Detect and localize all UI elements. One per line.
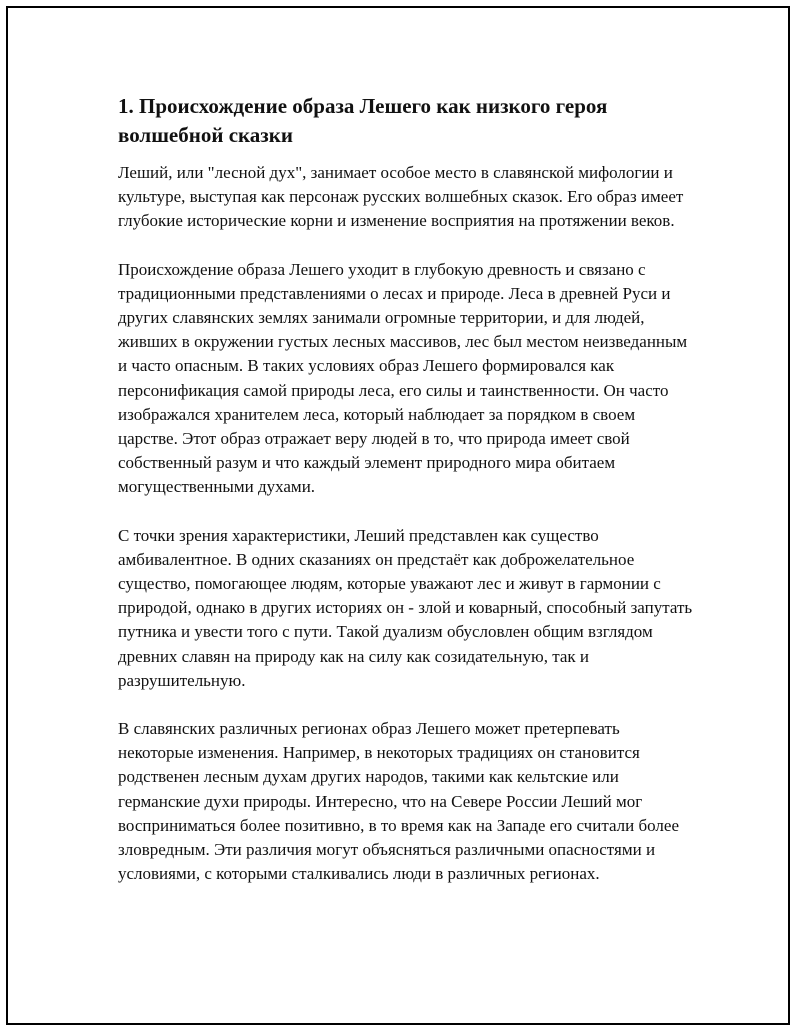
paragraph-regions: В славянских различных регионах образ Лешего может претерпевать некоторые изменения. Например, в некоторых традициях он становится родственен лесным духам других народов, такими как кельтские или германские духи природы. Интересно, что на Севере России Леший мог восприниматься более позитивно, в то время как на Западе его считали более зловредным. Эти различия могут объясняться различными опасностями и условиями, с которыми сталкивались люди в различных регионах. [118, 719, 679, 884]
paragraph-characteristics: С точки зрения характеристики, Леший представлен как существо амбивалентное. В одних сказаниях он предстаёт как доброжелательное существо, помогающее людям, которые уважают лес и живут в гармонии с природой, однако в других историях он - злой и коварный, способный запутать путника и увести того с пути. Такой дуализм обусловлен общим взглядом древних славян на природу как на силу как созидательную, так и разрушительную. [118, 525, 693, 690]
document-body [118, 92, 693, 910]
section-heading: 1. Происхождение образа Лешего как низкого героя волшебной сказки [118, 94, 608, 147]
paragraph-origin: Происхождение образа Лешего уходит в глубокую древность и связано с традиционными представлениями о лесах и природе. Леса в древней Руси и других славянских землях занимали огромные территории, и для людей, живших в окружении густых лесных массивов, лес был местом неизведанным и часто опасным. В таких условиях образ Лешего формировался как персонификация самой природы леса, его силы и таинственности. Он часто изображался хранителем леса, который наблюдает за порядком в своем царстве. Этот образ отражает веру людей в то, что природа имеет свой собственный разум и что каждый элемент природного мира обитаем могущественными духами. [118, 259, 688, 497]
paragraph-intro: Леший, или "лесной дух", занимает особое место в славянской мифологии и культуре, выступая как персонаж русских волшебных сказок. Его образ имеет глубокие исторические корни и изменение восприятия на протяжении веков. [118, 163, 684, 231]
